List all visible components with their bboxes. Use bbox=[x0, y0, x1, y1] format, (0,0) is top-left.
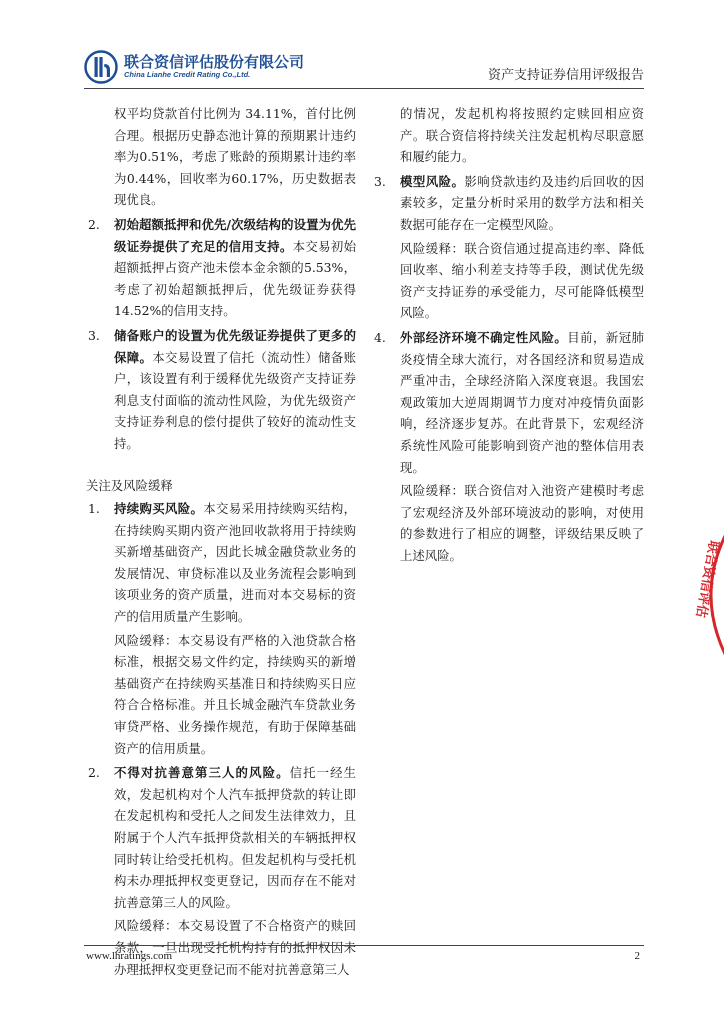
strength-item-3 bbox=[86, 325, 356, 455]
risk-mitigation: 风险缓释：联合资信对入池资产建模时考虑了宏观经济及外部环境波动的影响，对使用的参数进行了相应的调整，评级结果反映了上述风险。 bbox=[400, 483, 644, 563]
item-heading: 持续购买风险。 bbox=[114, 501, 204, 517]
item-number: 2. bbox=[88, 216, 100, 232]
risk-item-2 bbox=[86, 762, 356, 980]
footer-divider bbox=[84, 945, 644, 946]
report-title: 资产支持证券信用评级报告 bbox=[487, 68, 644, 83]
item-number: 1. bbox=[88, 501, 100, 517]
section-heading-risks: 关注及风险缓释 bbox=[86, 477, 173, 493]
item-heading: 储备账户的设置为优先级证券提供了更多的保障。 bbox=[114, 327, 356, 365]
risk-item-1 bbox=[86, 498, 356, 759]
risk-mitigation: 风险缓释：本交易设有严格的入池贷款合格标准，根据交易文件约定，持续购买的新增基础资产在持续购买基准日和持续购买日应符合合格标准。并且长城金融汽车贷款业务审贷严格、业务操作规范，有助于保障基础资产的信用质量。 bbox=[114, 632, 356, 756]
item-heading: 外部经济环境不确定性风险。 bbox=[400, 329, 568, 345]
intro-paragraph: 权平均贷款首付比例为 34.11%，首付比例合理。根据历史静态池计算的预期累计违约率为0.51%，考虑了账龄的预期累计违约率为0.44%，回收率为60.17%，历史数据表现优良。 bbox=[114, 106, 356, 208]
risk-mitigation: 风险缓释：联合资信通过提高违约率、降低回收率、缩小利差支持等手段，测试优先级资产支持证券的承受能力，尽可能降低模型风险。 bbox=[400, 240, 644, 321]
item-number: 3. bbox=[88, 327, 100, 343]
item-number: 2. bbox=[88, 765, 100, 781]
risk-item-4 bbox=[372, 327, 644, 567]
page-header bbox=[84, 48, 644, 88]
svg-text:联合资信评估: 联合资信评估 bbox=[692, 539, 721, 619]
company-name-cn: 联合资信评估股份有限公司 bbox=[124, 53, 305, 71]
item-number: 3. bbox=[374, 173, 386, 189]
item-text: 影响贷款违约及违约后回收的因素较多，定量分析时采用的数学方法和相关数据可能存在一定模型风险。 bbox=[400, 173, 645, 232]
footer-website-link[interactable]: www.lhratings.com bbox=[86, 950, 173, 962]
item-heading: 模型风险。 bbox=[400, 173, 465, 189]
item-text: 本交易采用持续购买结构，在持续购买期内资产池回收款将用于持续购买新增基础资产，因此长城金融贷款业务的发展情况、审贷标准以及业务流程会影响到该项业务的资产质量，进而对本交易标的资产的信用质量产生影响。 bbox=[114, 501, 357, 625]
header-divider bbox=[84, 88, 644, 89]
item-text: 本交易设置了信托（流动性）储备账户，该设置有利于缓释优先级资产支持证券利息支付面临的流动性风险，为优先级资产支持证券利息的偿付提供了较好的流动性支持。 bbox=[114, 349, 357, 451]
item-number: 4. bbox=[374, 329, 386, 345]
item-heading: 不得对抗善意第三人的风险。 bbox=[114, 765, 290, 781]
lianhe-logo-icon bbox=[84, 50, 118, 84]
risk-item-3 bbox=[372, 171, 644, 324]
continuation-paragraph: 的情况，发起机构将按照约定赎回相应资产。联合资信将持续关注发起机构尽职意愿和履约能力。 bbox=[400, 106, 644, 165]
item-text: 目前，新冠肺炎疫情全球大流行，对各国经济和贸易造成严重冲击，全球经济陷入深度衰退。我国宏观政策加大逆周期调节力度对冲疫情负面影响，经济逐步复苏。在此背景下，宏观经济系统性风险可能影响到资产池的整体信用表现。 bbox=[400, 329, 645, 475]
left-column bbox=[86, 103, 356, 980]
item-text: 信托一经生效，发起机构对个人汽车抵押贷款的转让即在发起机构和受托人之间发生法律效力，且附属于个人汽车抵押贷款相关的车辆抵押权同时转让给受托机构。但发起机构与受托机构未办理抵押权变更登记，因而存在不能对抗善意第三人的风险。 bbox=[114, 765, 357, 910]
risk-mitigation: 风险缓释：本交易设置了不合格资产的赎回条款，一旦出现受托机构持有的抵押权因未办理抵押权变更登记而不能对抗善意第三人 bbox=[114, 918, 356, 977]
page-number: 2 bbox=[634, 950, 640, 962]
seal-stamp-icon bbox=[688, 520, 724, 670]
strength-item-2 bbox=[86, 214, 356, 322]
right-column bbox=[372, 103, 644, 566]
company-name-en: China Lianhe Credit Rating Co.,Ltd. bbox=[124, 70, 251, 79]
item-text: 本交易初始超额抵押占资产池未偿本金余额的5.53%，考虑了初始超额抵押后，优先级证券获得14.52%的信用支持。 bbox=[114, 238, 357, 319]
item-heading: 初始超额抵押和优先/次级结构的设置为优先级证券提供了充足的信用支持。 bbox=[114, 216, 356, 254]
